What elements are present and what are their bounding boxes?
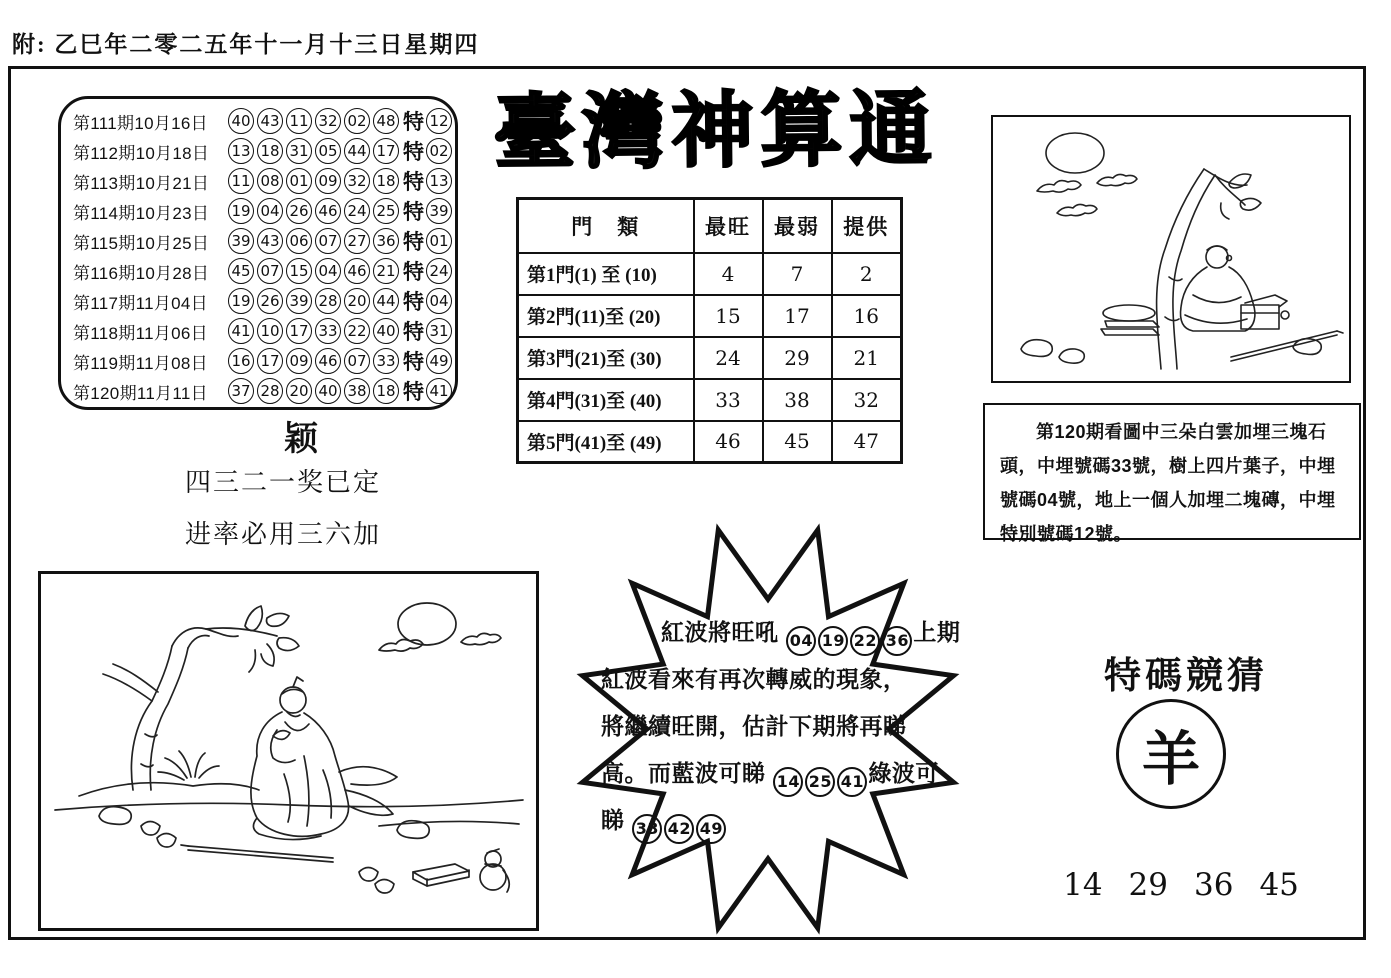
lottery-ball: 36 xyxy=(373,228,399,254)
special-number-ball: 02 xyxy=(426,138,452,164)
ingot-icon xyxy=(141,822,160,836)
tree-icon xyxy=(150,648,188,790)
lottery-ball: 46 xyxy=(344,258,370,284)
lottery-ball: 28 xyxy=(315,288,341,314)
lottery-ball: 15 xyxy=(286,258,312,284)
draw-date-label: 第116期10月28日 xyxy=(73,263,210,283)
special-number-ball: 39 xyxy=(426,198,452,224)
picture-tip-text: 第120期看圖中三朵白雲加埋三塊石頭，中埋號碼33號，樹上四片葉子，中埋號碼04號，地上一個人加埋二塊磚，中埋特別號碼12號。 xyxy=(1000,422,1336,544)
gourd-icon xyxy=(480,864,506,890)
starburst-text-run: 高。而藍波可睇 xyxy=(601,760,773,786)
stats-header-row xyxy=(518,199,902,253)
picture-tip-box xyxy=(983,403,1361,544)
header-offer: 提供 xyxy=(832,199,902,253)
header-hot: 最旺 xyxy=(694,199,763,253)
guess-number: 45 xyxy=(1259,867,1299,903)
lottery-ball: 22 xyxy=(344,318,370,344)
lottery-ball: 17 xyxy=(373,138,399,164)
draw-date-label: 第118期11月06日 xyxy=(73,323,208,343)
cloud-icon xyxy=(379,640,423,652)
draw-date-label: 第114期10月23日 xyxy=(73,203,210,223)
date-line: 附: 乙巳年二零二五年十一月十三日星期四 xyxy=(12,32,480,57)
special-prefix-label: 特 xyxy=(403,200,424,224)
lottery-ball: 20 xyxy=(286,378,312,404)
scene-illustration-top xyxy=(991,115,1351,383)
draw-date-label: 第120期11月11日 xyxy=(73,383,208,403)
lottery-ball: 46 xyxy=(315,198,341,224)
special-number-ball: 31 xyxy=(426,318,452,344)
lottery-ball: 18 xyxy=(373,168,399,194)
special-number-ball: 01 xyxy=(426,228,452,254)
result-row xyxy=(73,166,451,196)
lottery-ball: 27 xyxy=(344,228,370,254)
stats-row xyxy=(518,379,902,421)
kneeling-sage-drawing xyxy=(41,574,535,927)
lottery-ball: 43 xyxy=(257,108,283,134)
result-row xyxy=(73,286,451,316)
lottery-ball: 26 xyxy=(286,198,312,224)
special-prefix-label: 特 xyxy=(403,380,424,404)
special-prefix-label: 特 xyxy=(403,140,424,164)
circled-number: 22 xyxy=(850,626,880,656)
special-prefix-label: 特 xyxy=(403,230,424,254)
weak-cell: 7 xyxy=(763,253,832,295)
ingot-icon xyxy=(359,868,378,882)
hot-cell: 24 xyxy=(694,337,763,379)
stats-row xyxy=(518,421,902,463)
zodiac-circle xyxy=(1116,699,1226,809)
starburst-text-run: 睇 xyxy=(601,807,632,833)
special-number-ball: 41 xyxy=(426,378,452,404)
lottery-ball: 40 xyxy=(315,378,341,404)
lottery-ball: 20 xyxy=(344,288,370,314)
main-border-box xyxy=(8,66,1366,940)
lottery-ball: 16 xyxy=(228,348,254,374)
leaf-icon xyxy=(277,638,299,651)
guess-numbers xyxy=(1063,867,1299,903)
lottery-ball: 09 xyxy=(286,348,312,374)
lottery-ball: 11 xyxy=(228,168,254,194)
sun-icon xyxy=(1046,133,1104,173)
sun-icon xyxy=(398,603,456,645)
lottery-ball: 07 xyxy=(315,228,341,254)
rock-icon xyxy=(99,807,131,825)
lottery-ball: 08 xyxy=(257,168,283,194)
lottery-ball: 06 xyxy=(286,228,312,254)
special-number-ball: 24 xyxy=(426,258,452,284)
weak-cell: 29 xyxy=(763,337,832,379)
lottery-ball: 17 xyxy=(257,348,283,374)
lottery-ball: 07 xyxy=(257,258,283,284)
lottery-ball: 33 xyxy=(315,318,341,344)
circled-number: 36 xyxy=(882,626,912,656)
lottery-ball: 31 xyxy=(286,138,312,164)
category-cell: 第2門(11)至 (20) xyxy=(518,295,694,337)
offer-cell: 47 xyxy=(832,421,902,463)
guess-number: 29 xyxy=(1128,867,1168,903)
offer-cell: 32 xyxy=(832,379,902,421)
stats-row xyxy=(518,337,902,379)
special-number-ball: 13 xyxy=(426,168,452,194)
ground-line xyxy=(79,783,259,796)
lottery-ball: 07 xyxy=(344,348,370,374)
special-prefix-label: 特 xyxy=(403,110,424,134)
lottery-ball: 39 xyxy=(228,228,254,254)
lottery-ball: 01 xyxy=(286,168,312,194)
verse-title: 颖 xyxy=(284,421,318,458)
result-row xyxy=(73,256,451,286)
lottery-ball: 45 xyxy=(228,258,254,284)
circled-number: 04 xyxy=(786,626,816,656)
weak-cell: 38 xyxy=(763,379,832,421)
starburst-line xyxy=(601,703,945,750)
lottery-ball: 05 xyxy=(315,138,341,164)
special-number-ball: 12 xyxy=(426,108,452,134)
lottery-ball: 44 xyxy=(344,138,370,164)
plates-icon xyxy=(1103,305,1155,321)
draw-date-label: 第112期10月18日 xyxy=(73,143,210,163)
result-row xyxy=(73,106,451,136)
cloud-icon xyxy=(1057,204,1097,215)
lottery-ball: 10 xyxy=(257,318,283,344)
header-category: 門 類 xyxy=(518,199,694,253)
lottery-ball: 02 xyxy=(344,108,370,134)
verse-line: 四三二一奖已定 xyxy=(185,468,382,497)
lottery-ball: 09 xyxy=(315,168,341,194)
guess-number: 14 xyxy=(1063,867,1103,903)
lottery-ball: 18 xyxy=(373,378,399,404)
weak-cell: 45 xyxy=(763,421,832,463)
result-row xyxy=(73,316,451,346)
lottery-ball: 43 xyxy=(257,228,283,254)
lottery-ball: 19 xyxy=(228,198,254,224)
seated-sage-drawing xyxy=(993,117,1348,380)
hot-cell: 33 xyxy=(694,379,763,421)
lottery-ball: 33 xyxy=(373,348,399,374)
circled-number: 25 xyxy=(805,767,835,797)
stats-row xyxy=(518,253,902,295)
ingot-icon xyxy=(157,834,176,848)
draw-date-label: 第111期10月16日 xyxy=(73,113,208,133)
circled-number: 41 xyxy=(837,767,867,797)
cloud-icon xyxy=(1097,174,1137,185)
starburst-text-run: 上期 xyxy=(913,619,961,645)
rock-icon xyxy=(1293,339,1321,355)
circled-number: 42 xyxy=(664,814,694,844)
lottery-ball: 41 xyxy=(228,318,254,344)
scene-illustration-bottom xyxy=(38,571,539,931)
special-prefix-label: 特 xyxy=(403,290,424,314)
result-row xyxy=(73,346,451,376)
books-icon xyxy=(413,864,469,880)
lottery-ball: 04 xyxy=(257,198,283,224)
lottery-ball: 38 xyxy=(344,378,370,404)
header-weak: 最弱 xyxy=(763,199,832,253)
draw-date-label: 第115期10月25日 xyxy=(73,233,210,253)
rock-icon xyxy=(1021,340,1052,357)
lottery-ball: 40 xyxy=(373,318,399,344)
lottery-ball: 21 xyxy=(373,258,399,284)
sash xyxy=(345,790,393,815)
guess-number: 36 xyxy=(1194,867,1234,903)
starburst-text-run: 紅波將旺吼 xyxy=(661,619,786,645)
lottery-ball: 32 xyxy=(315,108,341,134)
man-body xyxy=(1181,267,1255,331)
lottery-ball: 44 xyxy=(373,288,399,314)
tree-icon xyxy=(131,646,172,790)
ingot-icon xyxy=(375,880,394,894)
result-row xyxy=(73,226,451,256)
lottery-ball: 39 xyxy=(286,288,312,314)
stats-row xyxy=(518,295,902,337)
lottery-ball: 48 xyxy=(373,108,399,134)
lottery-ball: 46 xyxy=(315,348,341,374)
offer-cell: 21 xyxy=(832,337,902,379)
lottery-ball: 04 xyxy=(315,258,341,284)
circled-number: 14 xyxy=(773,767,803,797)
weak-cell: 17 xyxy=(763,295,832,337)
sash xyxy=(339,767,397,785)
special-prefix-label: 特 xyxy=(403,260,424,284)
page-title: 臺灣神算通 xyxy=(493,83,939,180)
lottery-ball: 25 xyxy=(373,198,399,224)
results-panel xyxy=(58,96,458,410)
lottery-ball: 17 xyxy=(286,318,312,344)
tree-icon xyxy=(1173,175,1215,369)
circled-number: 49 xyxy=(696,814,726,844)
hot-cell: 4 xyxy=(694,253,763,295)
result-row xyxy=(73,376,451,406)
circled-number: 19 xyxy=(818,626,848,656)
result-row xyxy=(73,196,451,226)
special-prefix-label: 特 xyxy=(403,170,424,194)
lottery-ball: 26 xyxy=(257,288,283,314)
lottery-ball: 11 xyxy=(286,108,312,134)
offer-cell: 2 xyxy=(832,253,902,295)
starburst-line xyxy=(601,656,945,703)
starburst-text xyxy=(601,609,961,844)
category-cell: 第3門(21)至 (30) xyxy=(518,337,694,379)
tree-icon xyxy=(1157,169,1204,369)
starburst-line xyxy=(601,609,961,656)
special-prefix-label: 特 xyxy=(403,350,424,374)
lottery-ball: 18 xyxy=(257,138,283,164)
starburst-text-run: 將繼續旺開，估計下期將再睇 xyxy=(601,713,907,739)
rock-icon xyxy=(1059,349,1084,363)
stats-table xyxy=(516,197,903,464)
offer-cell: 16 xyxy=(832,295,902,337)
cloud-icon xyxy=(1037,181,1081,193)
lottery-ball: 28 xyxy=(257,378,283,404)
lottery-ball: 19 xyxy=(228,288,254,314)
starburst-line xyxy=(601,797,945,844)
draw-date-label: 第117期11月04日 xyxy=(73,293,208,313)
chest-icon xyxy=(1241,305,1279,329)
starburst-line xyxy=(601,750,945,797)
lottery-ball: 24 xyxy=(344,198,370,224)
starburst-text-run: 綠波可 xyxy=(868,760,939,786)
verse-line: 进率必用三六加 xyxy=(185,520,382,549)
cloud-icon xyxy=(461,633,501,644)
hot-cell: 46 xyxy=(694,421,763,463)
grass-icon xyxy=(165,758,187,778)
special-number-ball: 04 xyxy=(426,288,452,314)
leaf-icon xyxy=(267,613,290,626)
special-prefix-label: 特 xyxy=(403,320,424,344)
special-guess-title: 特碼競猜 xyxy=(1104,655,1268,696)
starburst-text-run: 紅波看來有再次轉威的現象， xyxy=(601,666,907,692)
category-cell: 第1門(1) 至 (10) xyxy=(518,253,694,295)
starburst-bubble xyxy=(571,517,966,941)
circled-number: 33 xyxy=(632,814,662,844)
lottery-ball: 37 xyxy=(228,378,254,404)
draw-date-label: 第113期10月21日 xyxy=(73,173,210,193)
hot-cell: 15 xyxy=(694,295,763,337)
zodiac-character: 羊 xyxy=(1141,727,1200,792)
draw-date-label: 第119期11月08日 xyxy=(73,353,208,373)
lottery-ball: 13 xyxy=(228,138,254,164)
category-cell: 第4門(31)至 (40) xyxy=(518,379,694,421)
leaf-icon xyxy=(245,606,262,631)
lottery-ball: 32 xyxy=(344,168,370,194)
category-cell: 第5門(41)至 (49) xyxy=(518,421,694,463)
result-row xyxy=(73,136,451,166)
lottery-ball: 40 xyxy=(228,108,254,134)
special-number-ball: 49 xyxy=(426,348,452,374)
